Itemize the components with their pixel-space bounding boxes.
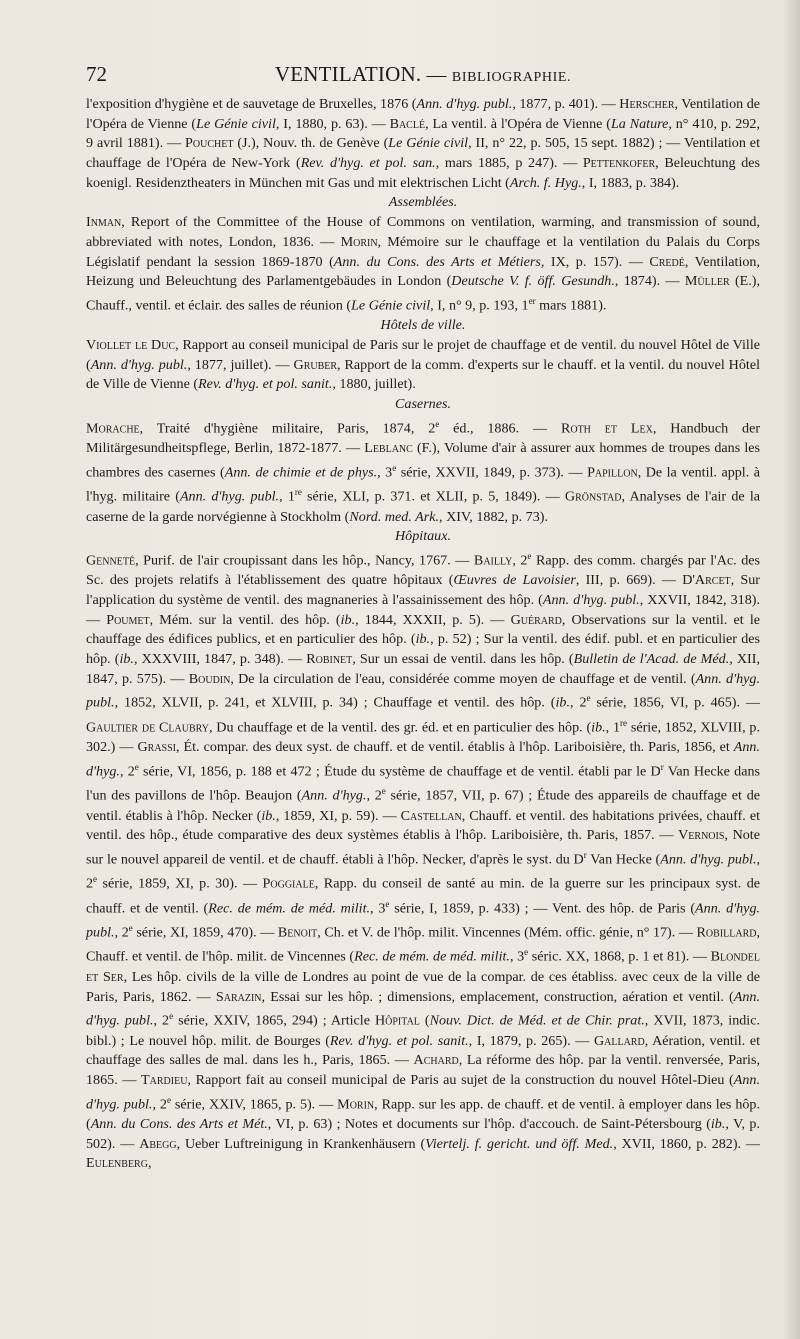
header-separator: —: [421, 64, 452, 86]
page-number: 72: [86, 62, 107, 86]
paragraph-hotels-de-ville: Viollet le Duc, Rapport au conseil municipal de Paris sur le projet de chauffage et de ventil. du nouvel Hôtel de Ville (Ann. d'hyg. publ., 1877, juillet). — Gruber, Rapport de la comm. d'experts sur le chauff. et la ventil. du nouvel Hôtel de Ville de Vienne (Rev. d'hyg. et pol. sanit., 1880, juillet).: [86, 336, 761, 393]
section-heading-casernes: Casernes.: [395, 396, 451, 412]
bibliography-text: [86, 95, 760, 1174]
running-header: [86, 62, 760, 90]
header-subtitle: BIBLIOGRAPHIE.: [451, 70, 572, 85]
section-heading-assemblees: Assemblées.: [388, 194, 458, 211]
paragraph-exposition: l'exposition d'hygiène et de sauvetage de Bruxelles, 1876 (Ann. d'hyg. publ., 1877, p. 401). — Herscher, Ventilation de l'Opéra de Vienne (Le Génie civil, I, 1880, p. 63). — Baclé, La ventil. à l'Opéra de Vienne (La Nature, n° 410, p. 292, 9 avril 1881). — Pouchet (J.), Nouv. th. de Genève (Le Génie civil, II, n° 22, p. 505, 15 sept. 1882) ; — Ventilation et chauffage de l'Opéra de New-York (Rev. d'hyg. et pol. san., mars 1885, p 247). — Pettenkofer, Beleuchtung des koenigl. Residenztheaters in München mit Gas und mit elektrischen Licht (Arch. f. Hyg., I, 1883, p. 384).: [86, 96, 761, 191]
header-title: VENTILATION.: [274, 62, 422, 86]
running-title: [86, 62, 760, 87]
section-heading-hopitaux: Hôpitaux.: [395, 528, 451, 545]
paragraph-hopitaux: Genneté, Purif. de l'air croupissant dans les hôp., Nancy, 1767. — Bailly, 2e Rapp. des comm. chargés par l'Ac. des Sc. des projets relatifs à l'établissement des quatre hôpitaux (Œuvres de Lavoisier, III, p. 669). — D'Arcet, Sur l'application du système de ventil. des magnaneries à l'assainissement des hôp. (Ann. d'hyg. publ., XXVII, 1842, 318). — Poumet, Mém. sur la ventil. des hôp. (ib., 1844, XXXII, p. 5). — Guérard, Observations sur la ventil. et le chauffage des édifices publics, et en particulier des hôp. (ib., p. 52) ; Sur la ventil. des édif. publ. et en particulier des hôp. (ib., XXXVIII, 1847, p. 348). — Robinet, Sur un essai de ventil. dans les hôp. (Bulletin de l'Acad. de Méd., XII, 1847, p. 575). — Boudin, De la circulation de l'eau, considérée comme moyen de chauffage et de ventil. (Ann. d'hyg. publ., 1852, XLVII, p. 241, et XLVIII, p. 34) ; Chauffage et ventil. des hôp. (ib., 2e série, 1856, VI, p. 465). — Gaultier de Claubry, Du chauffage et de la ventil. des gr. éd. et en particulier des hôp. (ib., 1re série, 1852, XLVIII, p. 302.) — Grassi, Ét. compar. des deux syst. de chauff. et de ventil. établis à l'hôp. Lariboisière, th. Paris, 1856, et Ann. d'hyg., 2e série, VI, 1856, p. 188 et 472 ; Étude du système de chauffage et de ventil. établi par le $D^r$ Van Hecke dans l'un des pavillons de l'hôp. Beaujon (Ann. d'hyg., 2e série, 1857, VII, p. 67) ; Étude des appareils de chauffage et de ventil. établis à l'hôp. Necker (ib., 1859, XI, p. 59). — Castellan, Chauff. et ventil. des habitations privées, chauff. et ventil. des hôp., étude comparative des deux systèmes établis à l'hôp. Lariboisière, th. Paris, 1857. — Vernois, Note sur le nouvel appareil de ventil. et de chauff. établi à l'hôp. Necker, d'après le syst. du $D^r$ Van Hecke (Ann. d'hyg. publ., 2e série, 1859, XI, p. 30). — Poggiale, Rapp. du conseil de santé au min. de la guerre sur les principaux syst. de chauff. et de ventil. (Rec. de mém. de méd. milit., 3e série, I, 1859, p. 433) ; — Vent. des hôp. de Paris (Ann. d'hyg. publ., 2e série, XI, 1859, 470). — Benoit, Ch. et V. de l'hôp. milit. Vincennes (Mém. offic. génie, n° 17). — Robillard, Chauff. et ventil. de l'hôp. milit. de Vincennes (Rec. de mém. de méd. milit., 3e séric. XX, 1868, p. 1 et 81). — Blondel et Ser, Les hôp. civils de la ville de Londres au point de vue de la compar. de ces établiss. avec ceux de la ville de Paris, Paris, 1862. — Sarazin, Essai sur les hôp. ; dimensions, emplacement, construction, aération et ventil. (Ann. d'hyg. publ., 2e série, XXIV, 1865, 294) ; Article Hôpital (Nouv. Dict. de Méd. et de Chir. prat., XVII, 1873, indic. bibl.) ; Le nouvel hôp. milit. de Bourges (Rev. d'hyg. et pol. sanit., I, 1879, p. 265). — Gallard, Aération, ventil. et chauffage des salles de mal. dans les h., Paris, 1865. — Achard, La réforme des hôp. par la ventil. renversée, Paris, 1865. — Tardieu, Rapport fait au conseil municipal de Paris au sujet de la construction du nouvel Hôtel-Dieu (Ann. d'hyg. publ., 2e série, XXIV, 1865, p. 5). — Morin, Rapp. sur les app. de chauff. et de ventil. à employer dans les hôp. (Ann. du Cons. des Arts et Mét., VI, p. 63) ; Notes et documents sur l'hôp. d'accouch. de Saint-Pétersbourg (ib., V, p. 502). — Abegg, Ueber Luftreinigung in Krankenhäusern (Viertelj. f. gericht. und öff. Med., XVII, 1860, p. 282). — Eulenberg,: [86, 550, 761, 1172]
section-heading-hotels-de-ville: Hôtels de ville.: [380, 317, 466, 334]
page-edge-shadow: [782, 0, 800, 1339]
paragraph-assemblees: Inman, Report of the Committee of the House of Commons on ventilation, warming, and transmission of sound, abbreviated with notes, London, 1836. — Morin, Mémoire sur le chauffage et la ventilation du Palais du Corps Législatif pendant la session 1869-1870 (Ann. du Cons. des Arts et Métiers, IX, p. 157). — Credé, Ventilation, Heizung und Beleuchtung des Parlamentgebäudes in London (Deutsche V. f. öff. Gesundh., 1874). — Müller (E.), Chauff., ventil. et éclair. des salles de réunion (Le Génie civil, I, n° 9, p. 193, 1er mars 1881).: [86, 214, 760, 314]
paragraph-casernes: Morache, Traité d'hygiène militaire, Paris, 1874, 2e éd., 1886. — Roth et Lex, Handbuch der Militärgesundheitspflege, Berlin, 1872-1877. — Leblanc (F.), Volume d'air à assurer aux hommes de troupes dans les chambres des casernes (Ann. de chimie et de phys., 3e série, XXVII, 1849, p. 373). — Papillon, De la ventil. appl. à l'hyg. militaire (Ann. d'hyg. publ., 1re série, XLI, p. 371. et XLII, p. 5, 1849). — Grönstad, Analyses de l'air de la caserne de la garde norvégienne à Stockholm (Nord. med. Ark., XIV, 1882, p. 73).: [86, 418, 761, 525]
